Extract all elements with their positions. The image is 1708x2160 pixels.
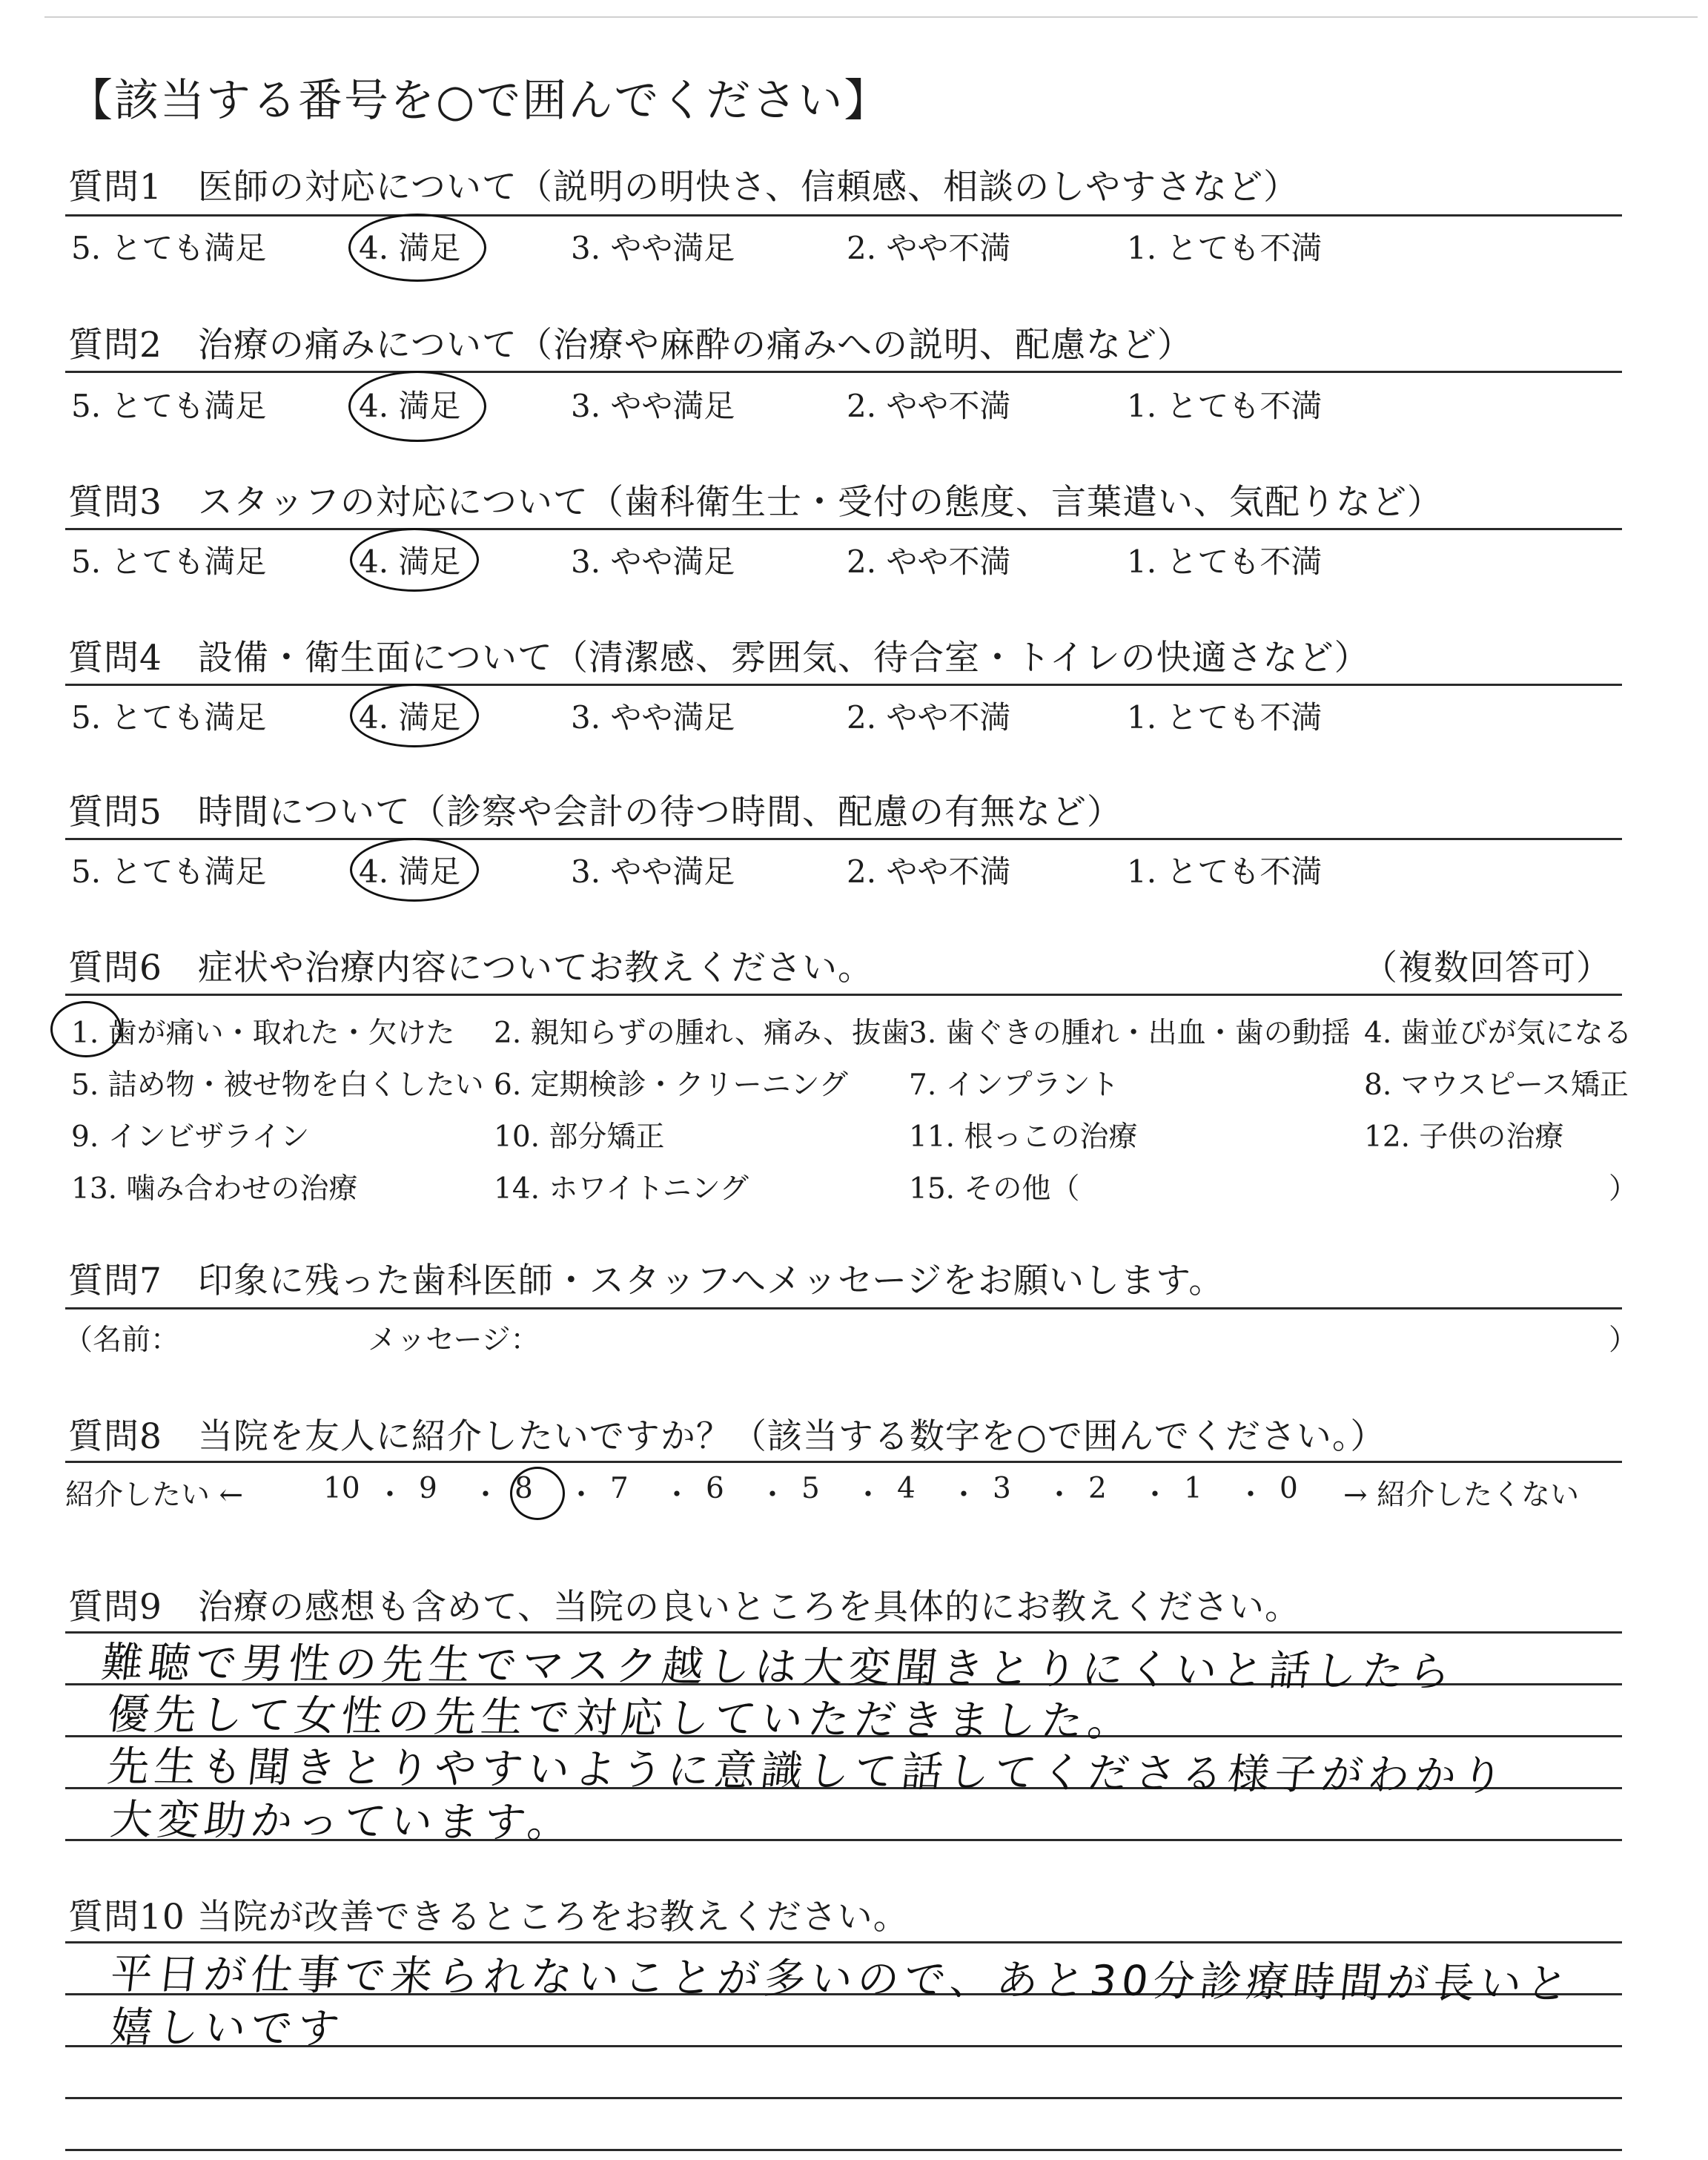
- recommend-right-label: → 紹介したくない: [1343, 1479, 1580, 1512]
- handwritten-answer-line: 先生も聞きとりやすいように意識して話してくださる様子がわかり: [105, 1743, 1511, 1801]
- option-2[interactable]: 2. やや不満: [847, 853, 1011, 890]
- option-5[interactable]: 5. とても満足: [71, 230, 267, 266]
- question-title: 質問8 当院を友人に紹介したいですか？（該当する数字を○で囲んでください。）: [68, 1416, 1386, 1457]
- question-title: 質問9 治療の感想も含めて、当院の良いところを具体的にお教えください。: [68, 1587, 1300, 1628]
- symptom-option-4[interactable]: 4. 歯並びが気になる: [1364, 1017, 1632, 1050]
- handwritten-answer-line: 大変助かっています。: [107, 1796, 577, 1848]
- symptom-option-11[interactable]: 11. 根っこの治療: [909, 1120, 1138, 1154]
- option-3[interactable]: 3. やや満足: [571, 388, 735, 424]
- option-1[interactable]: 1. とても不満: [1127, 544, 1323, 580]
- scale-number-3[interactable]: 3: [993, 1472, 1011, 1505]
- divider-line: [65, 994, 1622, 996]
- symptom-option-13[interactable]: 13. 噛み合わせの治療: [71, 1172, 358, 1206]
- selected-answer-circle: [350, 838, 479, 902]
- scale-number-8[interactable]: 8: [514, 1472, 533, 1505]
- recommend-left-label: 紹介したい ←: [65, 1479, 244, 1512]
- name-label: （名前：: [64, 1324, 180, 1357]
- option-1[interactable]: 1. とても不満: [1127, 699, 1323, 736]
- divider-line: [65, 214, 1622, 217]
- scale-separator: ・: [1236, 1479, 1265, 1512]
- option-3[interactable]: 3. やや満足: [571, 699, 735, 736]
- symptom-option-3[interactable]: 3. 歯ぐきの腫れ・出血・歯の動揺: [909, 1017, 1351, 1050]
- answer-line: [65, 2149, 1622, 2151]
- option-4[interactable]: 4. 満足: [359, 853, 461, 890]
- handwritten-answer-line: 平日が仕事で来られないことが多いので、あと30分診療時間が長いと: [107, 1950, 1576, 2009]
- symptom-option-14[interactable]: 14. ホワイトニング: [494, 1172, 749, 1206]
- divider-line: [65, 1307, 1622, 1309]
- multiple-answers-note: （複数回答可）: [1363, 948, 1612, 988]
- scale-separator: ・: [471, 1479, 500, 1512]
- selected-answer-circle: [350, 684, 479, 747]
- message-label: メッセージ：: [368, 1324, 540, 1357]
- option-1[interactable]: 1. とても不満: [1127, 853, 1323, 890]
- symptom-option-1[interactable]: 1. 歯が痛い・取れた・欠けた: [71, 1017, 455, 1050]
- selected-answer-circle: [348, 214, 486, 282]
- scale-number-10[interactable]: 10: [323, 1472, 360, 1505]
- scale-separator: ・: [566, 1479, 596, 1512]
- question-title: 質問4 設備・衛生面について（清潔感、雰囲気、待合室・トイレの快適さなど）: [68, 638, 1370, 678]
- divider-line: [65, 838, 1622, 840]
- scale-number-5[interactable]: 5: [801, 1472, 820, 1505]
- symptom-option-2[interactable]: 2. 親知らずの腫れ、痛み、抜歯: [494, 1017, 910, 1050]
- option-4[interactable]: 4. 満足: [359, 230, 461, 266]
- symptom-option-12[interactable]: 12. 子供の治療: [1364, 1120, 1564, 1154]
- option-5[interactable]: 5. とても満足: [71, 853, 267, 890]
- option-2[interactable]: 2. やや不満: [847, 699, 1011, 736]
- question-title: 質問3 スタッフの対応について（歯科衛生士・受付の態度、言葉遣い、気配りなど）: [68, 482, 1443, 523]
- page-heading: 【該当する番号を○で囲んでください】: [68, 75, 890, 127]
- option-5[interactable]: 5. とても満足: [71, 699, 267, 736]
- option-2[interactable]: 2. やや不満: [847, 230, 1011, 266]
- option-4[interactable]: 4. 満足: [359, 544, 461, 580]
- option-5[interactable]: 5. とても満足: [71, 388, 267, 424]
- question-title: 質問7 印象に残った歯科医師・スタッフへメッセージをお願いします。: [68, 1261, 1225, 1301]
- scale-number-4[interactable]: 4: [897, 1472, 916, 1505]
- divider-line: [65, 1461, 1622, 1463]
- scale-separator: ・: [758, 1479, 787, 1512]
- option-3[interactable]: 3. やや満足: [571, 853, 735, 890]
- scale-separator: ・: [375, 1479, 405, 1512]
- divider-line: [65, 684, 1622, 686]
- selected-answer-circle: [348, 371, 486, 442]
- option-4[interactable]: 4. 満足: [359, 699, 461, 736]
- scale-separator: ・: [1045, 1479, 1074, 1512]
- scale-number-2[interactable]: 2: [1088, 1472, 1107, 1505]
- option-1[interactable]: 1. とても不満: [1127, 230, 1323, 266]
- question-title: 質問2 治療の痛みについて（治療や麻酔の痛みへの説明、配慮など）: [68, 325, 1194, 366]
- scan-top-edge: [44, 16, 1698, 18]
- scale-number-6[interactable]: 6: [706, 1472, 724, 1505]
- handwritten-answer-line: 優先して女性の先生で対応していただきました。: [105, 1691, 1138, 1746]
- option-1[interactable]: 1. とても不満: [1127, 388, 1323, 424]
- selected-answer-circle: [510, 1467, 565, 1520]
- question-title: 質問5 時間について（診察や会計の待つ時間、配慮の有無など）: [68, 792, 1122, 833]
- option-3[interactable]: 3. やや満足: [571, 230, 735, 266]
- scale-separator: ・: [662, 1479, 692, 1512]
- other-close-paren: ）: [1609, 1172, 1638, 1206]
- option-4[interactable]: 4. 満足: [359, 388, 461, 424]
- symptom-option-9[interactable]: 9. インビザライン: [71, 1120, 310, 1154]
- option-2[interactable]: 2. やや不満: [847, 388, 1011, 424]
- symptom-option-15[interactable]: 15. その他（: [909, 1172, 1080, 1206]
- handwritten-answer-line: 難聴で男性の先生でマスク越しは大変聞きとりにくいと話したら: [99, 1639, 1458, 1697]
- question-title: 質問6 症状や治療内容についてお教えください。: [68, 948, 873, 988]
- option-2[interactable]: 2. やや不満: [847, 544, 1011, 580]
- symptom-option-6[interactable]: 6. 定期検診・クリーニング: [494, 1069, 848, 1102]
- answer-line: [65, 2097, 1622, 2099]
- question-title: 質問10 当院が改善できるところをお教えください。: [68, 1897, 909, 1938]
- symptom-option-8[interactable]: 8. マウスピース矯正: [1364, 1069, 1629, 1102]
- scale-separator: ・: [1140, 1479, 1170, 1512]
- scale-number-0[interactable]: 0: [1280, 1472, 1298, 1505]
- symptom-option-5[interactable]: 5. 詰め物・被せ物を白くしたい: [71, 1069, 484, 1102]
- handwritten-answer-line: 嬉しいです: [107, 2004, 347, 2054]
- message-close-paren: ）: [1609, 1324, 1638, 1357]
- option-5[interactable]: 5. とても満足: [71, 544, 267, 580]
- question-title: 質問1 医師の対応について（説明の明快さ、信頼感、相談のしやすさなど）: [68, 167, 1300, 208]
- option-3[interactable]: 3. やや満足: [571, 544, 735, 580]
- scale-number-1[interactable]: 1: [1184, 1472, 1202, 1505]
- selected-answer-circle: [50, 1001, 122, 1057]
- selected-answer-circle: [350, 528, 479, 592]
- divider-line: [65, 528, 1622, 530]
- scale-separator: ・: [853, 1479, 883, 1512]
- symptom-option-7[interactable]: 7. インプラント: [909, 1069, 1119, 1102]
- scale-number-9[interactable]: 9: [419, 1472, 437, 1505]
- symptom-option-10[interactable]: 10. 部分矯正: [494, 1120, 665, 1154]
- scale-separator: ・: [949, 1479, 979, 1512]
- scale-number-7[interactable]: 7: [610, 1472, 629, 1505]
- divider-line: [65, 371, 1622, 373]
